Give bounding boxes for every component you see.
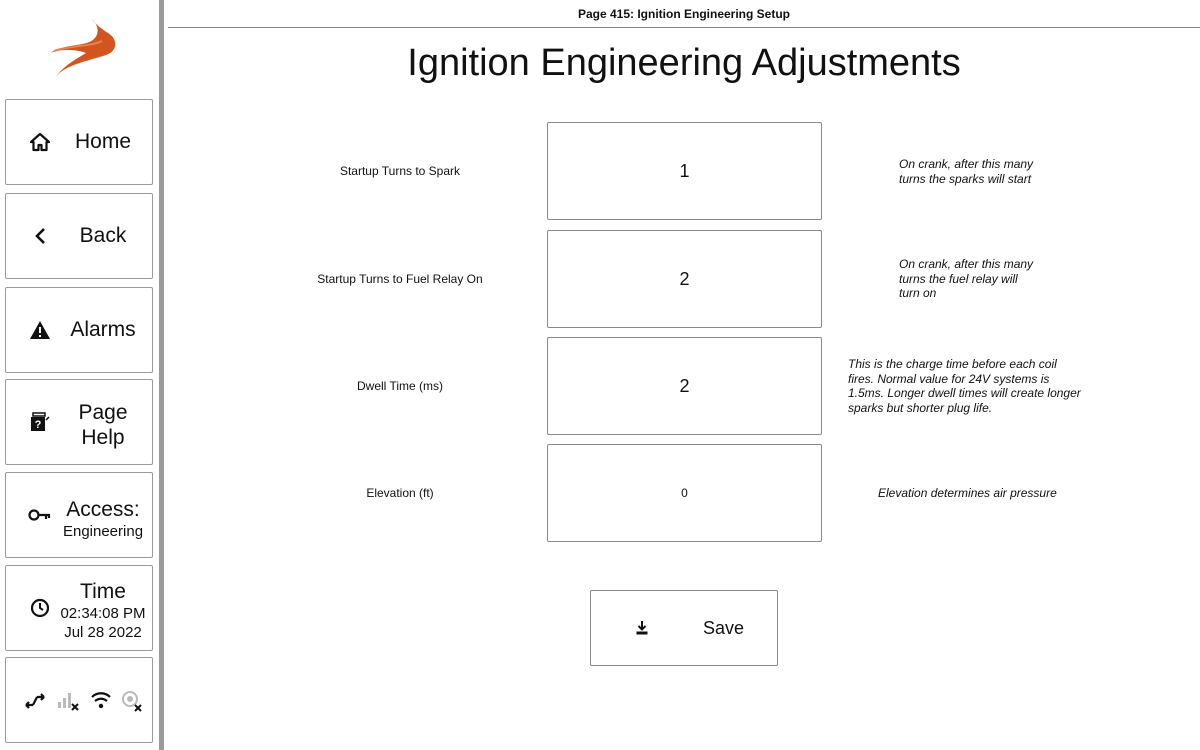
home-icon bbox=[28, 130, 52, 154]
alarms-button[interactable] bbox=[5, 287, 153, 373]
time-button[interactable] bbox=[5, 565, 153, 651]
wifi-icon bbox=[90, 690, 112, 710]
page-help-button[interactable] bbox=[5, 379, 153, 465]
page-help-line2: Help bbox=[81, 426, 125, 449]
clock-icon bbox=[28, 596, 52, 620]
help-book-icon bbox=[28, 410, 52, 434]
gps-off-icon bbox=[120, 689, 144, 713]
page-title: Ignition Engineering Adjustments bbox=[407, 42, 961, 84]
description-line: On crank, after this many bbox=[899, 257, 1034, 271]
page-help-line1: Page bbox=[78, 401, 128, 424]
time-display bbox=[58, 579, 148, 642]
home-button[interactable] bbox=[5, 99, 153, 185]
access-button[interactable] bbox=[5, 472, 153, 558]
description-line: turns the sparks will start bbox=[899, 171, 1032, 186]
warning-icon bbox=[28, 318, 52, 342]
description-line: fires. Normal value for 24V systems is bbox=[848, 371, 1050, 386]
date-value: Jul 28 2022 bbox=[64, 624, 142, 641]
setting-label-startup-turns-spark: Startup Turns to Spark bbox=[339, 164, 461, 178]
access-title: Access: bbox=[66, 498, 140, 521]
startup-turns-fuel-description bbox=[899, 257, 1033, 301]
description-line: sparks but shorter plug life. bbox=[848, 400, 993, 415]
header-divider bbox=[168, 27, 1200, 28]
sidebar-divider bbox=[159, 0, 164, 750]
key-icon bbox=[28, 503, 52, 527]
startup-turns-spark-description bbox=[899, 157, 1033, 186]
setting-label-startup-turns-fuel: Startup Turns to Fuel Relay On bbox=[317, 272, 483, 286]
description-line: This is the charge time before each coil bbox=[848, 357, 1057, 371]
description-line: turn on bbox=[899, 286, 937, 300]
access-level: Engineering bbox=[62, 523, 144, 540]
save-label: Save bbox=[703, 618, 745, 638]
page-help-label bbox=[58, 400, 148, 450]
page-id: Page 415: Ignition Engineering Setup bbox=[577, 7, 791, 21]
svg-text:?: ? bbox=[34, 419, 42, 431]
home-label: Home bbox=[74, 130, 132, 153]
elevation-description bbox=[878, 486, 1057, 501]
setting-label-dwell-time: Dwell Time (ms) bbox=[357, 379, 443, 393]
time-value: 02:34:08 PM bbox=[60, 605, 146, 622]
dwell-time-input[interactable]: 2 bbox=[547, 337, 822, 435]
alarms-label: Alarms bbox=[70, 318, 136, 341]
startup-turns-spark-input[interactable]: 1 bbox=[547, 122, 822, 220]
cell-signal-off-icon bbox=[56, 690, 80, 712]
back-button[interactable] bbox=[5, 193, 153, 279]
save-button[interactable] bbox=[590, 590, 778, 666]
download-icon bbox=[635, 620, 649, 636]
chevron-left-icon bbox=[28, 224, 52, 248]
transfer-arrows-icon bbox=[24, 691, 46, 711]
description-line: turns the fuel relay will bbox=[899, 271, 1018, 286]
elevation-input[interactable]: 0 bbox=[547, 444, 822, 542]
company-logo bbox=[40, 15, 120, 85]
sidebar bbox=[0, 0, 160, 750]
description-line: On crank, after this many bbox=[899, 157, 1034, 171]
back-label: Back bbox=[79, 224, 127, 247]
startup-turns-fuel-input[interactable]: 2 bbox=[547, 230, 822, 328]
status-panel bbox=[5, 657, 153, 743]
description-line: 1.5ms. Longer dwell times will create longer bbox=[848, 386, 1081, 400]
time-title: Time bbox=[80, 580, 126, 603]
dwell-time-description bbox=[848, 357, 1081, 415]
access-label bbox=[58, 497, 148, 541]
description-line: Elevation determines air pressure bbox=[878, 486, 1057, 500]
setting-label-elevation: Elevation (ft) bbox=[366, 486, 434, 500]
